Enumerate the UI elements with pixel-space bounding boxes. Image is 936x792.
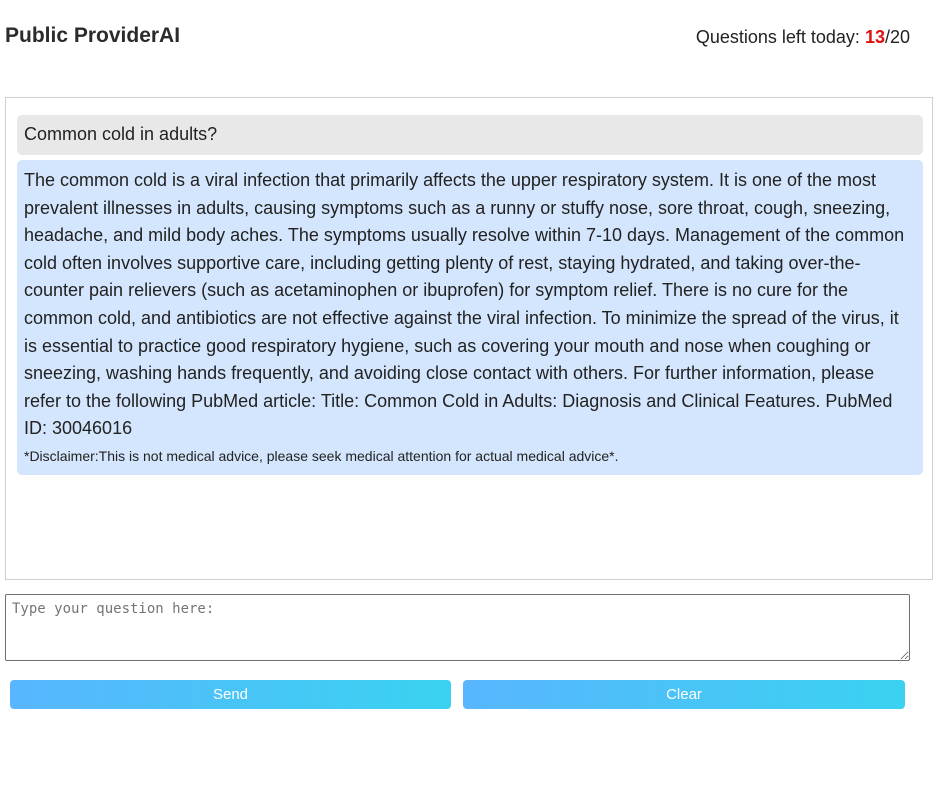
questions-left-counter bbox=[696, 27, 910, 48]
quota-remaining: 13 bbox=[864, 27, 885, 47]
question-input[interactable] bbox=[5, 594, 910, 661]
quota-total: /20 bbox=[884, 27, 910, 47]
app-title: Public ProviderAI bbox=[5, 24, 181, 47]
assistant-message-bubble bbox=[17, 160, 923, 475]
user-message-text: Common cold in adults? bbox=[24, 124, 218, 144]
chat-history-panel[interactable] bbox=[5, 97, 933, 580]
assistant-message-text: The common cold is a viral infection that primarily affects the upper respiratory system. It is one of the most prevalent illnesses in adults, causing symptoms such as a runny or stuffy nose, sore throat, cough, sneezing, headache, and mild body aches. The symptoms usually resolve within 7-10 days. Management of the common cold often involves supportive care, including getting plenty of rest, staying hydrated, and taking over-the-counter pain relievers (such as acetaminophen or ibuprofen) for symptom relief. There is no cure for the common cold, and antibiotics are not effective against the viral infection. To minimize the spread of the virus, it is essential to practice good respiratory hygiene, such as covering your mouth and nose when coughing or sneezing, washing hands frequently, and avoiding close contact with others. For further information, please refer to the following PubMed article: Title: Common Cold in Adults: Diagnosis and Clinical Features. PubMed ID: 30046016 bbox=[24, 170, 905, 439]
disclaimer-text: *Disclaimer:This is not medical advice, please seek medical attention for actual medical advice*. bbox=[24, 447, 619, 464]
clear-button[interactable]: Clear bbox=[463, 680, 905, 709]
user-message-bubble bbox=[17, 115, 923, 155]
quota-label: Questions left today: bbox=[695, 27, 865, 47]
send-button[interactable]: Send bbox=[10, 680, 451, 709]
